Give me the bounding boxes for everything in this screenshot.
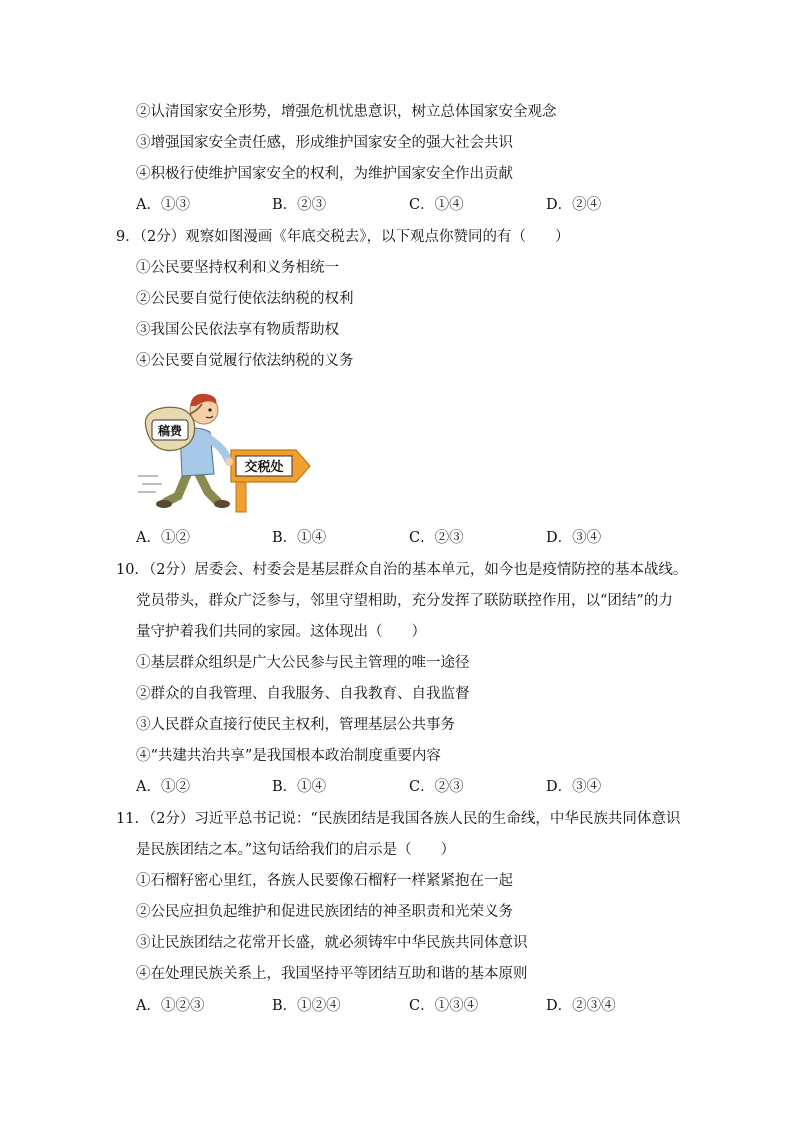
q8-statement-4: ④积极行使维护国家安全的权利，为维护国家安全作出贡献 — [136, 166, 513, 182]
q8-statement-3: ③增强国家安全责任感，形成维护国家安全的强大社会共识 — [136, 135, 513, 151]
q11-statement-1: ①石榴籽密心里红，各族人民要像石榴籽一样紧紧抱在一起 — [136, 873, 513, 889]
q10-option-b: B．①④ — [272, 779, 327, 795]
q8-option-a: A．①③ — [136, 197, 190, 213]
tax-cartoon — [136, 384, 316, 514]
q9-statement-4: ④公民要自觉履行依法纳税的义务 — [136, 353, 354, 369]
q9-statement-3: ③我国公民依法享有物质帮助权 — [136, 322, 339, 338]
front-leg — [198, 472, 218, 502]
q10-option-d: D．③④ — [546, 779, 602, 795]
q10-option-a: A．①② — [136, 779, 190, 795]
q9-stem: 9．（2分）观察如图漫画《年底交税去》，以下观点你赞同的有（ ） — [116, 229, 570, 245]
q9-option-b: B．①④ — [272, 530, 327, 546]
q10-statement-2: ②群众的自我管理、自我服务、自我教育、自我监督 — [136, 686, 470, 702]
q10-stem-line-2: 党员带头，群众广泛参与，邻里守望相助，充分发挥了联防联控作用，以“团结”的力 — [136, 593, 673, 609]
q11-option-b: B．①②④ — [272, 998, 341, 1014]
back-shoe — [156, 500, 172, 508]
q8-statement-2: ②认清国家安全形势，增强危机忧患意识，树立总体国家安全观念 — [136, 104, 557, 120]
q10-stem-line-3: 量守护着我们共同的家园。这体现出（ ） — [136, 624, 426, 640]
q11-option-c: C．①③④ — [409, 998, 479, 1014]
eye — [208, 408, 211, 411]
q11-statement-4: ④在处理民族关系上，我国坚持平等团结互助和谐的基本原则 — [136, 966, 528, 982]
q11-option-d: D．②③④ — [546, 998, 616, 1014]
q9-option-a: A．①② — [136, 530, 190, 546]
q9-option-c: C．②③ — [409, 530, 464, 546]
q11-statement-2: ②公民应担负起维护和促进民族团结的神圣职责和光荣义务 — [136, 904, 513, 920]
q10-option-c: C．②③ — [409, 779, 464, 795]
q9-option-d: D．③④ — [546, 530, 602, 546]
front-shoe — [214, 500, 230, 508]
q11-statement-3: ③让民族团结之花常开长盛，就必须铸牢中华民族共同体意识 — [136, 935, 528, 951]
tax-cartoon-svg — [136, 384, 316, 514]
hand — [225, 458, 233, 466]
q11-option-a: A．①②③ — [136, 998, 205, 1014]
q10-statement-1: ①基层群众组织是广大公民参与民主管理的唯一途径 — [136, 655, 470, 671]
q8-option-d: D．②④ — [546, 197, 602, 213]
q9-statement-1: ①公民要坚持权利和义务相统一 — [136, 260, 339, 276]
speed-lines — [138, 476, 162, 492]
q8-option-c: C．①④ — [409, 197, 464, 213]
q11-stem-line-1: 11．（2分）习近平总书记说：“民族团结是我国各族人民的生命线，中华民族共同体意识 — [116, 811, 681, 827]
q11-stem-line-2: 是民族团结之本。”这句话给我们的启示是（ ） — [136, 842, 456, 858]
q10-statement-4: ④“共建共治共享”是我国根本政治制度重要内容 — [136, 748, 441, 764]
bag-label: 稿费 — [157, 424, 183, 438]
q10-stem-line-1: 10．（2分）居委会、村委会是基层群众自治的基本单元，如今也是疫情防控的基本战线。 — [116, 562, 688, 578]
q10-statement-3: ③人民群众直接行使民主权利，管理基层公共事务 — [136, 717, 455, 733]
back-leg — [166, 472, 188, 502]
sign-label: 交税处 — [244, 460, 284, 475]
q9-statement-2: ②公民要自觉行使依法纳税的权利 — [136, 291, 354, 307]
q8-option-b: B．②③ — [272, 197, 327, 213]
